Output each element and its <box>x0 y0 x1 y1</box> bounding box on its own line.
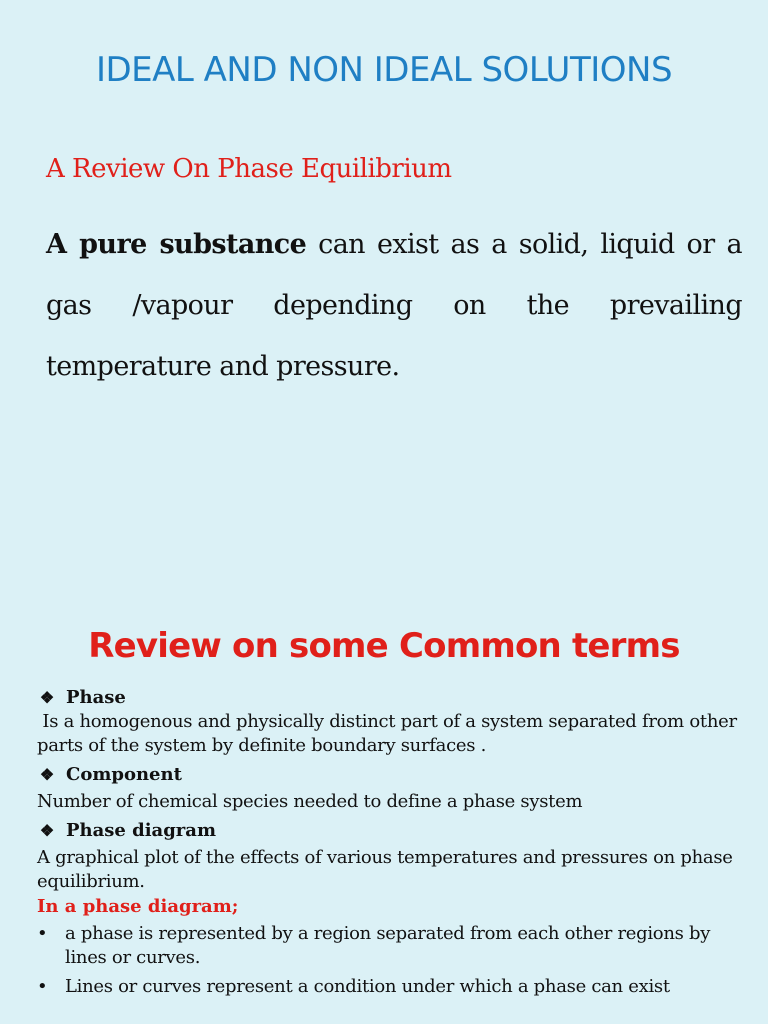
phase-diagram-subheading: In a phase diagram; <box>37 896 239 917</box>
term-definition: Is a homogenous and physically distinct part of a system separated from other parts of the system by definite boundary surfaces . <box>37 711 743 756</box>
term-definition: Number of chemical species needed to define a phase system <box>37 791 583 812</box>
diamond-bullet-icon: ❖ <box>39 687 55 707</box>
term-heading <box>38 817 737 843</box>
term-name: Component <box>66 763 182 785</box>
round-bullet-icon: • <box>37 976 48 997</box>
diamond-bullet-icon: ❖ <box>39 820 55 840</box>
slide-subtitle: A Review On Phase Equilibrium <box>46 154 452 184</box>
round-bullet-icon: • <box>37 923 48 944</box>
paragraph-text: can exist as a solid, liquid or a gas /vapour depending on the prevailing temperature and pressure. <box>46 229 742 382</box>
term-heading <box>38 684 737 710</box>
slide-title: IDEAL AND NON IDEAL SOLUTIONS <box>95 50 673 90</box>
term-definition: A graphical plot of the effects of various temperatures and pressures on phase equilibrium. <box>37 847 733 892</box>
list-item <box>37 975 737 999</box>
list-item-text: Lines or curves represent a condition under which a phase can exist <box>65 976 670 997</box>
bold-term: A pure substance <box>46 229 307 260</box>
definition-paragraph <box>46 214 742 397</box>
list-item-text: a phase is represented by a region separated from each other regions by lines or curves. <box>65 923 711 968</box>
bullet-list <box>37 922 737 999</box>
list-item <box>37 922 737 970</box>
term-heading <box>38 761 737 787</box>
term-name: Phase <box>66 686 126 708</box>
slide-common-terms <box>0 600 768 1024</box>
term-name: Phase diagram <box>66 819 217 841</box>
diamond-bullet-icon: ❖ <box>39 764 55 784</box>
terms-list <box>37 684 743 1004</box>
slide-title: Review on some Common terms <box>88 626 680 666</box>
